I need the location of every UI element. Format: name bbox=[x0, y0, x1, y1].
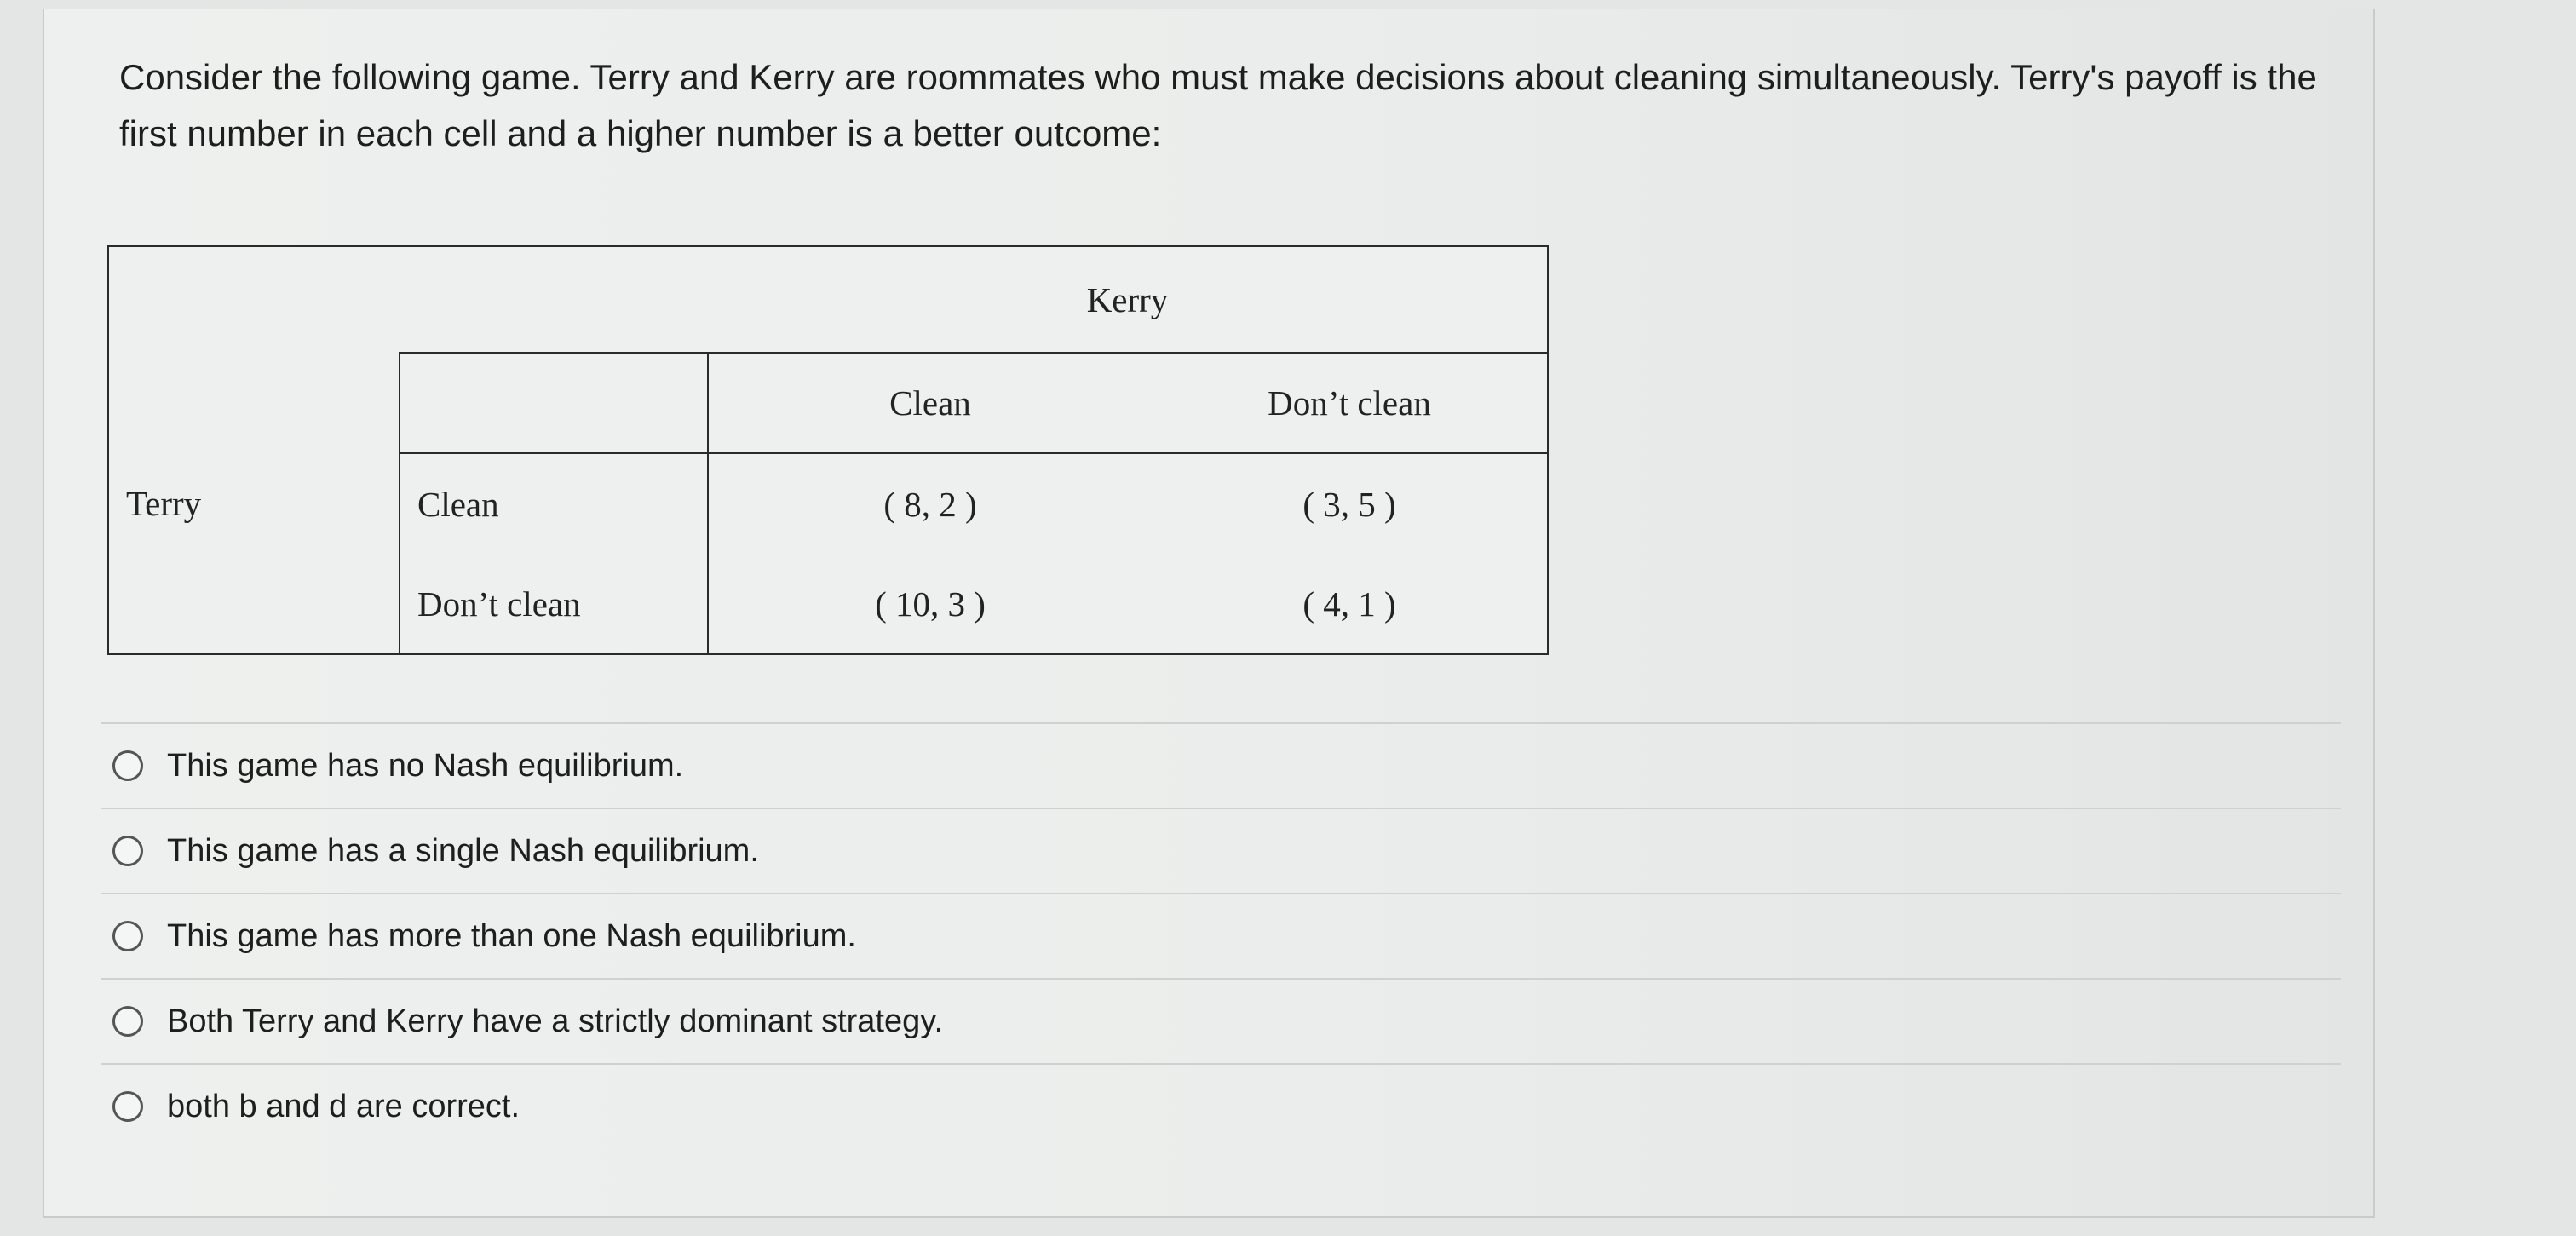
empty-corner bbox=[108, 246, 708, 353]
radio-button-icon[interactable] bbox=[112, 836, 143, 866]
radio-button-icon[interactable] bbox=[112, 1006, 143, 1037]
payoff-cell-dont-clean-dont-clean: ( 4, 1 ) bbox=[1152, 554, 1548, 654]
row-header-clean: Clean bbox=[400, 453, 708, 554]
answer-option-label[interactable]: Both Terry and Kerry have a strictly dominant strategy. bbox=[167, 1003, 943, 1039]
answer-option-label[interactable]: both b and d are correct. bbox=[167, 1088, 520, 1124]
answer-option-d[interactable] bbox=[101, 978, 2341, 1063]
answer-option-e[interactable] bbox=[101, 1063, 2341, 1148]
answer-option-label[interactable]: This game has no Nash equilibrium. bbox=[167, 747, 684, 784]
answer-option-a[interactable] bbox=[101, 722, 2341, 808]
column-player-label: Kerry bbox=[708, 246, 1548, 353]
answer-option-label[interactable]: This game has a single Nash equilibrium. bbox=[167, 832, 759, 869]
column-header-clean: Clean bbox=[708, 353, 1152, 453]
answer-option-c[interactable] bbox=[101, 893, 2341, 978]
radio-button-icon[interactable] bbox=[112, 921, 143, 951]
question-text: Consider the following game. Terry and Kerry are roommates who must make decisions about cleaning simultaneously. Terry's payoff is the first number in each cell and a higher number is a better outcome: bbox=[119, 57, 2317, 153]
answer-option-label[interactable]: This game has more than one Nash equilibrium. bbox=[167, 917, 856, 954]
answer-option-b[interactable] bbox=[101, 808, 2341, 893]
row-header-dont-clean: Don’t clean bbox=[400, 554, 708, 654]
empty-header-cell bbox=[400, 353, 708, 453]
radio-button-icon[interactable] bbox=[112, 1091, 143, 1122]
payoff-cell-clean-clean: ( 8, 2 ) bbox=[708, 453, 1152, 554]
payoff-cell-dont-clean-clean: ( 10, 3 ) bbox=[708, 554, 1152, 654]
payoff-cell-clean-dont-clean: ( 3, 5 ) bbox=[1152, 453, 1548, 554]
answer-options bbox=[101, 722, 2341, 1148]
row-player-label: Terry bbox=[108, 353, 400, 654]
radio-button-icon[interactable] bbox=[112, 750, 143, 781]
payoff-matrix bbox=[107, 245, 1549, 655]
column-header-dont-clean: Don’t clean bbox=[1152, 353, 1548, 453]
